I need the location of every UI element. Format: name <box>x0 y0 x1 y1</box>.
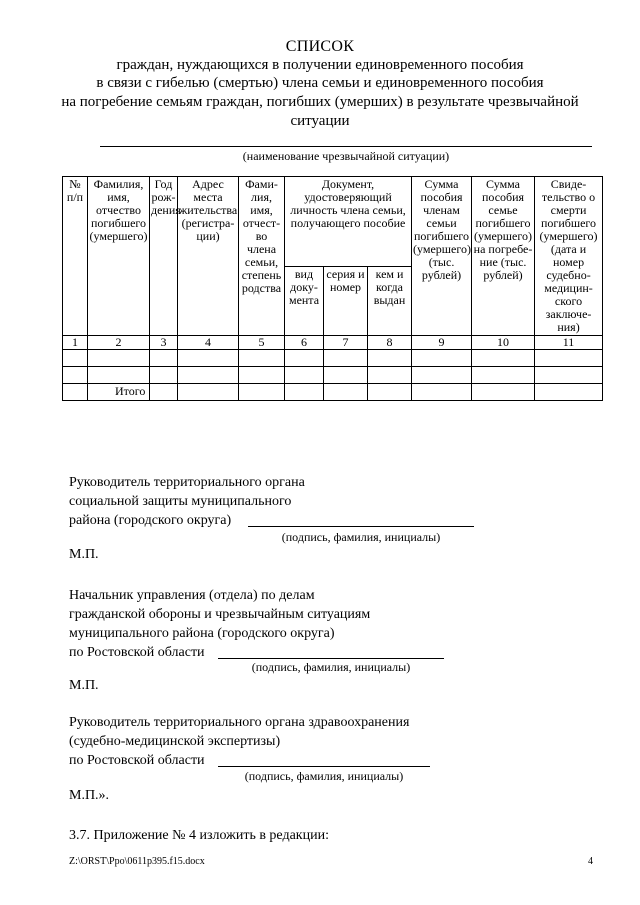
column-number: 1 <box>63 336 88 350</box>
header-col-fullname: Фамилия, имя, отчество погибшего (умершего) <box>88 177 150 336</box>
header-col-document-group: Документ, удостоверяющий личность члена семьи, получающего пособие <box>285 177 412 267</box>
closing-paragraph: 3.7. Приложение № 4 изложить в редакции: <box>69 828 329 843</box>
signature-line: Руководитель территориального органа <box>69 475 305 490</box>
table-row-empty <box>63 350 603 367</box>
total-label: Итого <box>88 384 150 401</box>
table-row-empty <box>63 367 603 384</box>
signature-caption: (подпись, фамилия, инициалы) <box>251 660 411 674</box>
column-number: 9 <box>412 336 472 350</box>
header-col-death-certificate: Свиде-тельство о смерти погибшего (умершего) (дата и номер судебно-медицин-ского заключе-ния) <box>535 177 603 336</box>
signature-line-field <box>218 766 430 767</box>
column-numbers-row <box>63 336 603 350</box>
subtitle-line-3: на погребение семьям граждан, погибших (умерших) в результате чрезвычайной <box>61 94 579 110</box>
document-title: СПИСОК <box>285 38 355 55</box>
signature-block-health <box>69 713 409 770</box>
footer-page-number: 4 <box>588 856 593 867</box>
signature-line: Начальник управления (отдела) по делам <box>69 588 315 603</box>
signature-line: района (городского округа) <box>69 513 232 528</box>
header-col-address: Адрес места жительства (регистра-ции) <box>178 177 239 336</box>
subtitle-line-4: ситуации <box>290 113 350 129</box>
situation-caption: (наименование чрезвычайной ситуации) <box>242 149 450 163</box>
subtitle-line-1: граждан, нуждающихся в получении единовременного пособия <box>116 57 524 73</box>
header-col-doc-series: серия и номер <box>324 267 368 336</box>
signature-line: социальной защиты муниципального <box>69 494 292 509</box>
column-number: 3 <box>150 336 178 350</box>
table-row-total <box>63 384 603 401</box>
header-col-number: № п/п <box>63 177 88 336</box>
header-col-doc-type: вид доку-мента <box>285 267 324 336</box>
signature-line: по Ростовской области <box>69 753 205 768</box>
column-number: 6 <box>285 336 324 350</box>
header-col-benefit-family: Сумма пособия членам семьи погибшего (умершего) (тыс. рублей) <box>412 177 472 336</box>
stamp-label: М.П. <box>69 547 99 562</box>
table-header-row <box>63 177 603 267</box>
column-number: 4 <box>178 336 239 350</box>
header-col-benefit-burial: Сумма пособия семье погибшего (умершего) на погребе-ние (тыс. рублей) <box>472 177 535 336</box>
header-col-family-member: Фами-лия, имя, отчест-во члена семьи, степень родства <box>239 177 285 336</box>
stamp-label: М.П. <box>69 678 99 693</box>
subtitle-line-2: в связи с гибелью (смертью) члена семьи и единовременного пособия <box>96 75 544 91</box>
signature-line: Руководитель территориального органа здравоохранения <box>69 715 410 730</box>
column-number: 11 <box>535 336 603 350</box>
signature-block-social <box>69 473 305 530</box>
signature-line-field <box>248 526 474 527</box>
signature-caption: (подпись, фамилия, инициалы) <box>244 769 404 783</box>
column-number: 10 <box>472 336 535 350</box>
signature-caption: (подпись, фамилия, инициалы) <box>281 530 441 544</box>
header-col-doc-issued: кем и когда выдан <box>368 267 412 336</box>
signature-block-civil-defense <box>69 586 370 662</box>
column-number: 8 <box>368 336 412 350</box>
signature-line: муниципального района (городского округа) <box>69 626 335 641</box>
header-col-birth-year: Год рож-дения <box>150 177 178 336</box>
column-number: 2 <box>88 336 150 350</box>
stamp-label: М.П.». <box>69 788 110 803</box>
column-number: 5 <box>239 336 285 350</box>
signature-line-field <box>218 658 444 659</box>
signature-line: гражданской обороны и чрезвычайным ситуациям <box>69 607 371 622</box>
column-number: 7 <box>324 336 368 350</box>
signature-line: (судебно-медицинской экспертизы) <box>69 734 281 749</box>
footer-file-path: Z:\ORST\Ppo\0611p395.f15.docx <box>69 856 205 867</box>
situation-name-line <box>100 146 592 147</box>
victims-list-table <box>62 176 603 401</box>
signature-line: по Ростовской области <box>69 645 205 660</box>
